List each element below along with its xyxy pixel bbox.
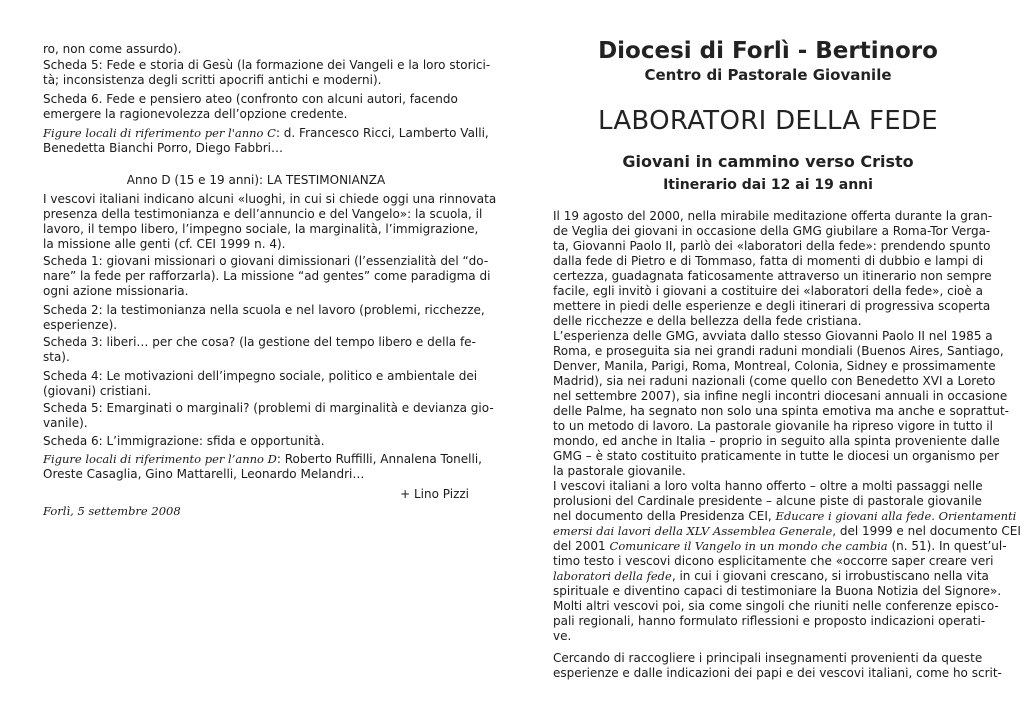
text-line: spirituale e diventino capaci di testimoniare la Buona Notizia del Signore». [553,584,1002,598]
text-line: ve. [553,629,572,643]
text-line [553,523,1021,539]
text-line: GMG – è stato costituito praticamente in tutte le diocesi un organismo per [553,449,1000,463]
text-line: I vescovi italiani indicano alcuni «luoghi, in cui si chiede oggi una rinnovata [43,192,497,206]
line-text: (n. 51). In quest’ul- [887,539,1007,553]
text-line: tà; inconsistenza degli scritti apocrifi antichi e moderni). [43,73,382,87]
italic-text: Educare i giovani alla fede. Orientamenti [775,509,1017,523]
text-line: delle ricchezze e della bellezza della fede cristiana. [553,314,862,328]
line-text: , del 1999 e nel documento CEI [832,524,1021,538]
text-line: la pastorale giovanile. [553,464,686,478]
italic-text: Forlì, 5 settembre 2008 [43,504,181,518]
text-line: Scheda 5: Fede e storia di Gesù (la formazione dei Vangeli e la loro storici- [43,58,491,72]
text-line: dalla fede di Pietro e di Tommaso, fatta di momenti di dubbio e lampi di [553,254,984,268]
text-line: Molti altri vescovi poi, sia come singoli che riuniti nelle conferenze episco- [553,599,999,613]
text-line: prolusioni del Cardinale presidente – alcune piste di pastorale giovanile [553,494,982,508]
text-line: presenza della testimonianza e dell’annuncio e del Vangelo»: la scuola, il [43,207,483,221]
text-line [43,503,469,519]
italic-text: laboratori della fede [553,569,672,583]
italic-text: Comunicare il Vangelo in un mondo che cambia [609,539,888,553]
text-line: ro, non come assurdo). [43,42,182,56]
text-line [553,568,993,584]
section-heading: Anno D (15 e 19 anni): LA TESTIMONIANZA [126,173,386,187]
text-line: certezza, guadagnata faticosamente attraverso un itinerario non sempre [553,269,992,283]
text-line [43,125,489,141]
text-line: nel settembre 2007), sia infine negli incontri diocesani annuali in occasione [553,389,1008,403]
text-line: emergere la ragionevolezza dell’opzione credente. [43,107,348,121]
text-line: Scheda 2: la testimonianza nella scuola e nel lavoro (problemi, ricchezze, [43,303,485,317]
text-line: pali regionali, hanno formulato riflessioni e proposto indicazioni operati- [553,614,986,628]
text-line: la missione alle genti (cf. CEI 1999 n. 4). [43,237,286,251]
text-line: facile, egli invitò i giovani a costituire dei «laboratori della fede», cioè a [553,284,983,298]
line-text: : Roberto Ruffilli, Annalena Tonelli, [276,452,482,466]
italic-text: emersi dai lavori della XLV Assemblea Generale [553,524,833,538]
text-line: mettere in piedi delle esperienze e degli itinerari di progressiva scoperta [553,299,991,313]
tagline: Giovani in cammino verso Cristo [622,152,914,171]
text-line: I vescovi italiani a loro volta hanno offerto – oltre a molti passaggi nelle [553,479,983,493]
text-line [553,508,1017,524]
text-line: Oreste Casaglia, Gino Mattarelli, Leonardo Melandri… [43,467,365,481]
line-text: del 2001 [553,539,610,553]
text-line: lavoro, il tempo libero, l’impegno sociale, la marginalità, l’immigrazione, [43,222,479,236]
text-line [553,538,1007,554]
text-line: mondo, ed anche in Italia – proprio in seguito alla spinta proveniente dalle [553,434,1000,448]
text-line [43,451,482,467]
text-line: ogni azione missionaria. [43,284,189,298]
text-line: de Veglia dei giovani in occasione della GMG giubilare a Roma-Tor Verga- [553,224,991,238]
itinerary-subtitle: Itinerario dai 12 ai 19 anni [663,177,873,193]
text-line: Roma, e proseguita sia nei grandi raduni mondiali (Buenos Aires, Santiago, [553,344,1004,358]
text-line: Il 19 agosto del 2000, nella mirabile meditazione offerta durante la gran- [553,209,993,223]
text-line: esperienze e dalle indicazioni dei papi e dei vescovi italiani, come ho scrit- [553,666,1002,680]
main-title: LABORATORI DELLA FEDE [597,106,939,136]
text-line: (giovani) cristiani. [43,384,152,398]
text-line: Scheda 5: Emarginati o marginali? (problemi di marginalità e devianza gio- [43,401,494,415]
text-line: Scheda 4: Le motivazioni dell’impegno sociale, politico e ambientale dei [43,369,478,383]
text-line: Scheda 3: liberi… per che cosa? (la gestione del tempo libero e della fe- [43,335,476,349]
text-line: Madrid), sia nei raduni nazionali (come quello con Benedetto XVI a Loreto [553,374,996,388]
text-line: sta). [43,350,70,364]
diocese-title: Diocesi di Forlì - Bertinoro [598,38,938,64]
text-line: ta, Giovanni Paolo II, parlò dei «laboratori della fede»: prendendo spunto [553,239,991,253]
text-line: timo testo i vescovi dicono esplicitamente che «occorre saper creare veri [553,554,994,568]
text-line: Scheda 6: L’immigrazione: sfida e opportunità. [43,434,325,448]
italic-text: Figure locali di riferimento per l’anno D [43,452,277,466]
line-text: nel documento della Presidenza CEI, [553,509,776,523]
italic-text: Figure locali di riferimento per l'anno C [43,126,276,140]
text-line: vanile). [43,416,88,430]
text-line: L’esperienza delle GMG, avviata dallo stesso Giovanni Paolo II nel 1985 a [553,329,993,343]
text-line: Cercando di raccogliere i principali insegnamenti provenienti da queste [553,651,983,665]
text-line: esperienze). [43,318,118,332]
line-text: , in cui i giovani crescano, si irrobustiscano nella vita [671,569,989,583]
signature: + Lino Pizzi [400,487,469,501]
line-text: : d. Francesco Ricci, Lamberto Valli, [275,126,489,140]
text-line: delle Palme, ha segnato non solo una spinta emotiva ma anche e soprattut- [553,404,1009,418]
text-line: Scheda 6. Fede e pensiero ateo (confronto con alcuni autori, facendo [43,92,458,106]
text-line: Denver, Manila, Parigi, Roma, Montreal, Colonia, Sidney e prossimamente [553,359,996,373]
text-line: Benedetta Bianchi Porro, Diego Fabbri… [43,141,283,155]
text-line: to un metodo di lavoro. La pastorale giovanile ha ripreso vigore in tutto il [553,419,993,433]
text-line: Scheda 1: giovani missionari o giovani dimissionari (l’essenzialità del “do- [43,254,489,268]
center-subtitle: Centro di Pastorale Giovanile [644,66,892,84]
text-line: nare” la fede per rafforzarla). La missione “ad gentes” come paradigma di [43,269,491,283]
